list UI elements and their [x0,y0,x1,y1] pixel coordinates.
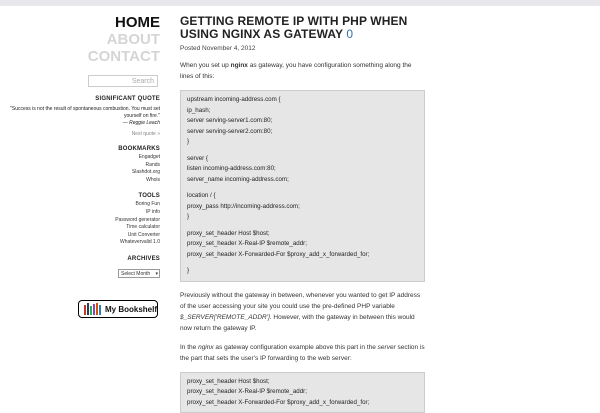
quote-block [0,106,160,127]
archives-select[interactable] [118,269,160,278]
archives-selected: Select Month [121,271,150,277]
code-line: ip_hash; [187,106,418,117]
code-line: proxy_set_header Host $host; [187,377,418,388]
code-line: server serving-server1.com:80; [187,116,418,127]
code-line: } [187,266,418,277]
code-block-headers [180,372,425,413]
tools-title: TOOLS [0,193,160,199]
bookmark-link[interactable]: Rands [0,162,160,170]
nav-home[interactable]: HOME [0,14,160,31]
tool-link[interactable]: Unit Converter [0,232,160,240]
main-nav [0,14,160,65]
quote-author: — Reggie Leach [0,120,160,127]
code-line: server_name incoming-address.com; [187,175,418,186]
tool-link[interactable]: Boring Fun [0,201,160,209]
tool-link[interactable]: Password generator [0,217,160,225]
post-intro: When you set up nginx as gateway, you have configuration something along the lines of this: [180,60,425,82]
bookmark-link[interactable]: Engadget [0,154,160,162]
bookmark-link[interactable]: Slashdot.org [0,169,160,177]
quote-text: "Success is not the result of spontaneous combustion. You must set yourself on fire." [0,106,160,120]
tools-list [0,201,160,247]
bookmark-link[interactable]: Whois [0,177,160,185]
code-line: upstream incoming-address.com { [187,95,418,106]
code-line: proxy_pass http://incoming-address.com; [187,202,418,213]
code-line: proxy_set_header X-Forwarded-For $proxy_add_x_forwarded_for; [187,250,418,261]
post-title[interactable] [180,15,425,41]
code-line: listen incoming-address.com:80; [187,164,418,175]
code-line: server { [187,154,418,165]
code-line: location / { [187,191,418,202]
code-line: } [187,212,418,223]
post [180,15,425,413]
tool-link[interactable]: IP info [0,209,160,217]
next-quote-link[interactable]: Next quote » [0,131,160,137]
sidebar [0,14,160,280]
books-icon [84,303,101,315]
bookshelf-button[interactable] [78,300,158,318]
code-line: } [187,137,418,148]
search-input[interactable]: Search [88,75,158,87]
code-line: proxy_set_header X-Real-IP $remote_addr; [187,387,418,398]
comment-count[interactable]: 0 [346,27,353,41]
code-line: proxy_set_header Host $host; [187,229,418,240]
chevron-down-icon: ▾ [155,270,158,278]
nav-about[interactable]: ABOUT [0,31,160,48]
post-paragraph-2: Previously without the gateway in between, whenever you wanted to get IP address of the user accessing your site you could use the pre-defined PHP variable $_SERVER['REMOTE_ADDR']. However, with the gateway in between this would now return the gateway IP. [180,290,425,334]
archives-title: ARCHIVES [0,256,160,262]
code-line: proxy_set_header X-Forwarded-For $proxy_add_x_forwarded_for; [187,398,418,409]
bookmarks-title: BOOKMARKS [0,146,160,152]
code-line: server serving-server2.com:80; [187,127,418,138]
nav-contact[interactable]: CONTACT [0,48,160,65]
bookshelf-label: My Bookshelf [105,305,157,314]
code-line: proxy_set_header X-Real-IP $remote_addr; [187,239,418,250]
post-paragraph-3: In the nginx as gateway configuration example above this part in the server section is the part that sets the user's IP forwarding to the web server: [180,342,425,364]
top-bar [0,0,600,6]
code-block-config [180,90,425,282]
tool-link[interactable]: Whatevervalid 1.0 [0,239,160,247]
quote-title: SIGNIFICANT QUOTE [0,96,160,102]
post-date: Posted November 4, 2012 [180,45,425,52]
bookmarks-list [0,154,160,184]
tool-link[interactable]: Time calculator [0,224,160,232]
post-title-text: GETTING REMOTE IP WITH PHP WHEN USING NGINX AS GATEWAY [180,14,407,41]
